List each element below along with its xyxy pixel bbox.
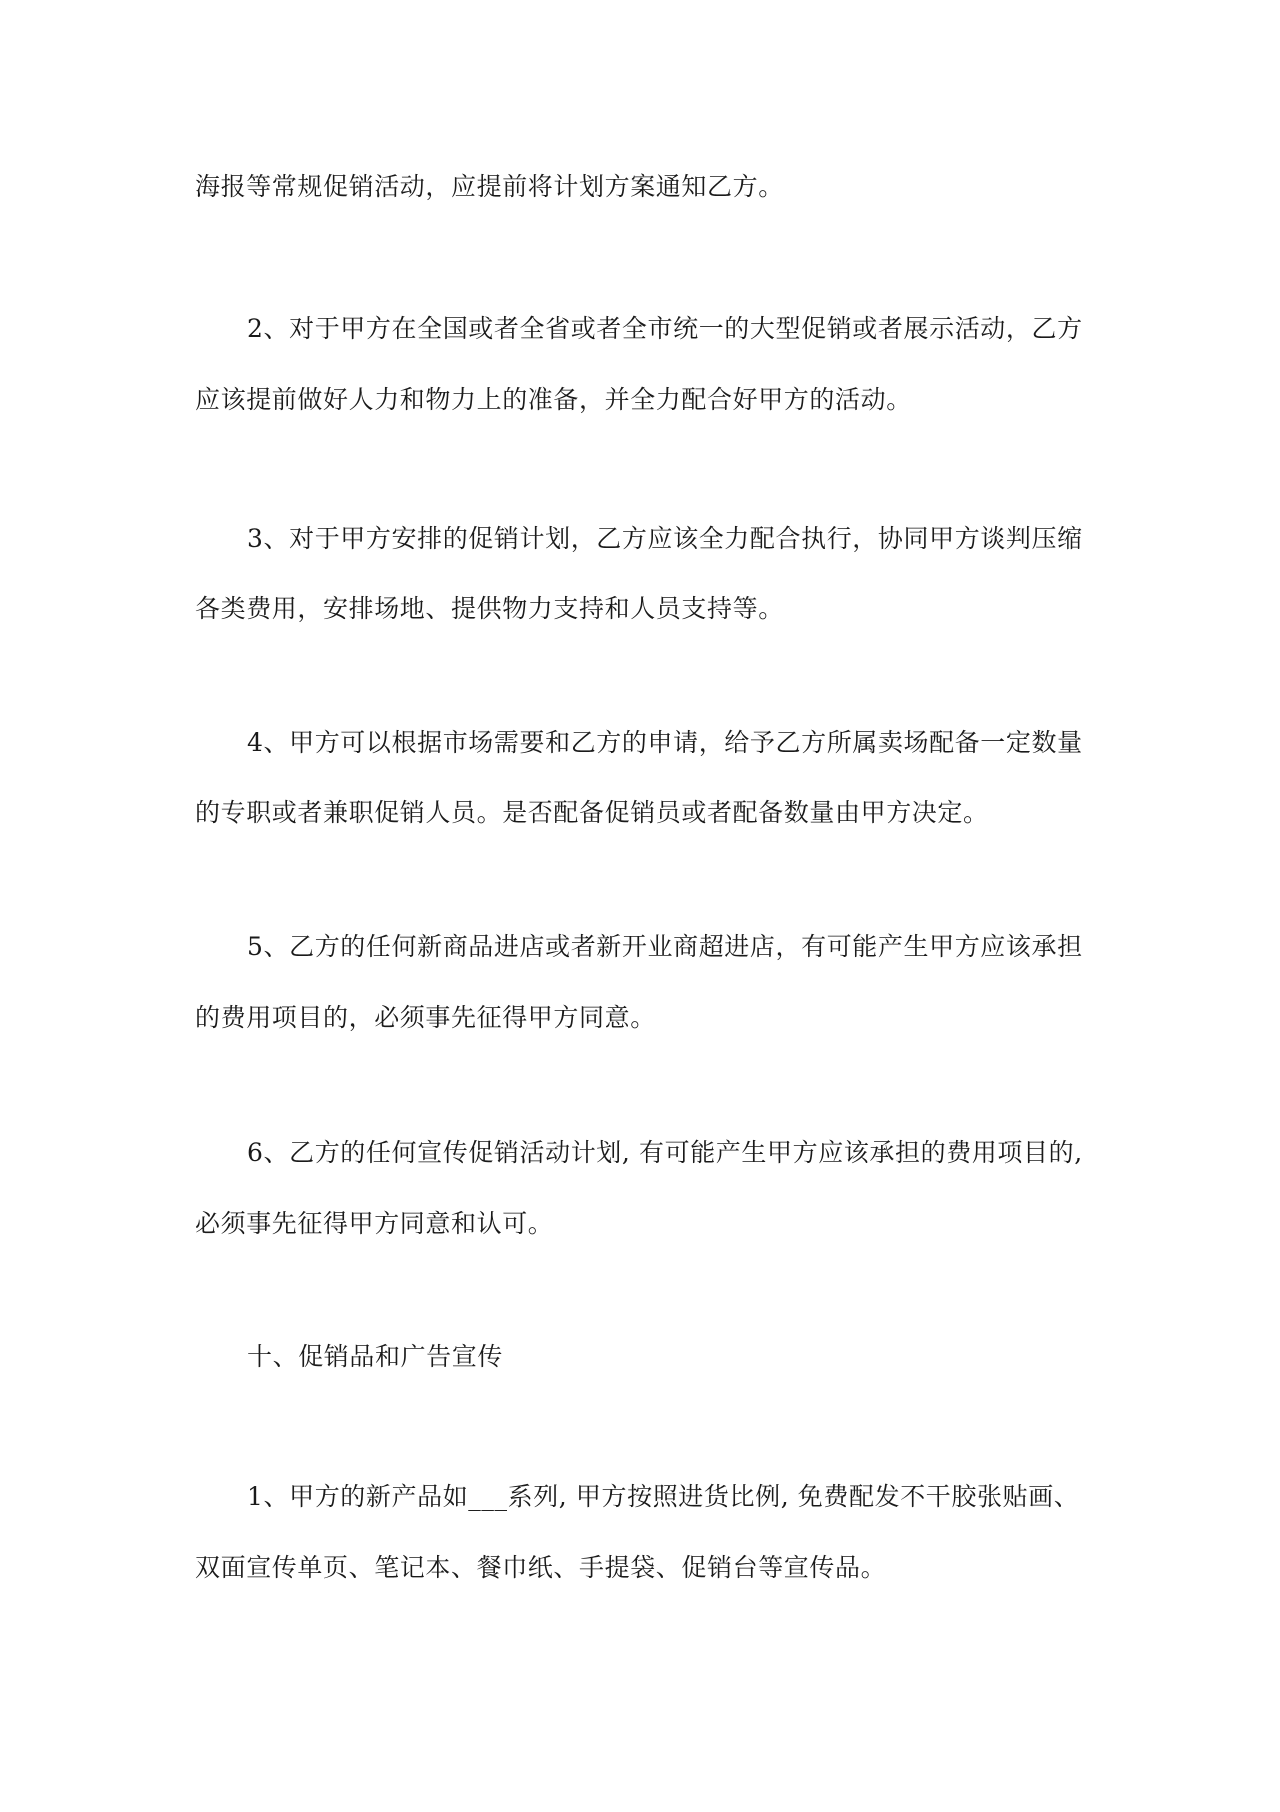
clause-4-line-2: 的专职或者兼职促销人员。是否配备促销员或者配备数量由甲方决定。	[195, 798, 989, 827]
clause-4-line-1: 4、甲方可以根据市场需要和乙方的申请，给予乙方所属卖场配备一定数量	[247, 728, 1083, 757]
clause-6-line-2: 必须事先征得甲方同意和认可。	[195, 1209, 554, 1238]
clause-2-line-1: 2、对于甲方在全国或者全省或者全市统一的大型促销或者展示活动，乙方	[247, 314, 1083, 343]
section-clause-1-line-1: 1、甲方的新产品如___系列, 甲方按照进货比例, 免费配发不干胶张贴画、	[247, 1482, 1080, 1511]
clause-5-line-1: 5、乙方的任何新商品进店或者新开业商超进店，有可能产生甲方应该承担	[247, 932, 1083, 961]
section-clause-1-line-2: 双面宣传单页、笔记本、餐巾纸、手提袋、促销台等宣传品。	[195, 1553, 887, 1582]
clause-3-line-2: 各类费用，安排场地、提供物力支持和人员支持等。	[195, 594, 784, 623]
clause-3-line-1: 3、对于甲方安排的促销计划，乙方应该全力配合执行，协同甲方谈判压缩	[247, 524, 1083, 553]
clause-6-line-1: 6、乙方的任何宣传促销活动计划, 有可能产生甲方应该承担的费用项目的,	[247, 1138, 1083, 1167]
paragraph-continuation-line: 海报等常规促销活动，应提前将计划方案通知乙方。	[195, 172, 784, 201]
clause-5-line-2: 的费用项目的，必须事先征得甲方同意。	[195, 1003, 656, 1032]
section-heading: 十、促销品和广告宣传	[247, 1342, 504, 1371]
clause-2-line-2: 应该提前做好人力和物力上的准备，并全力配合好甲方的活动。	[195, 385, 912, 414]
